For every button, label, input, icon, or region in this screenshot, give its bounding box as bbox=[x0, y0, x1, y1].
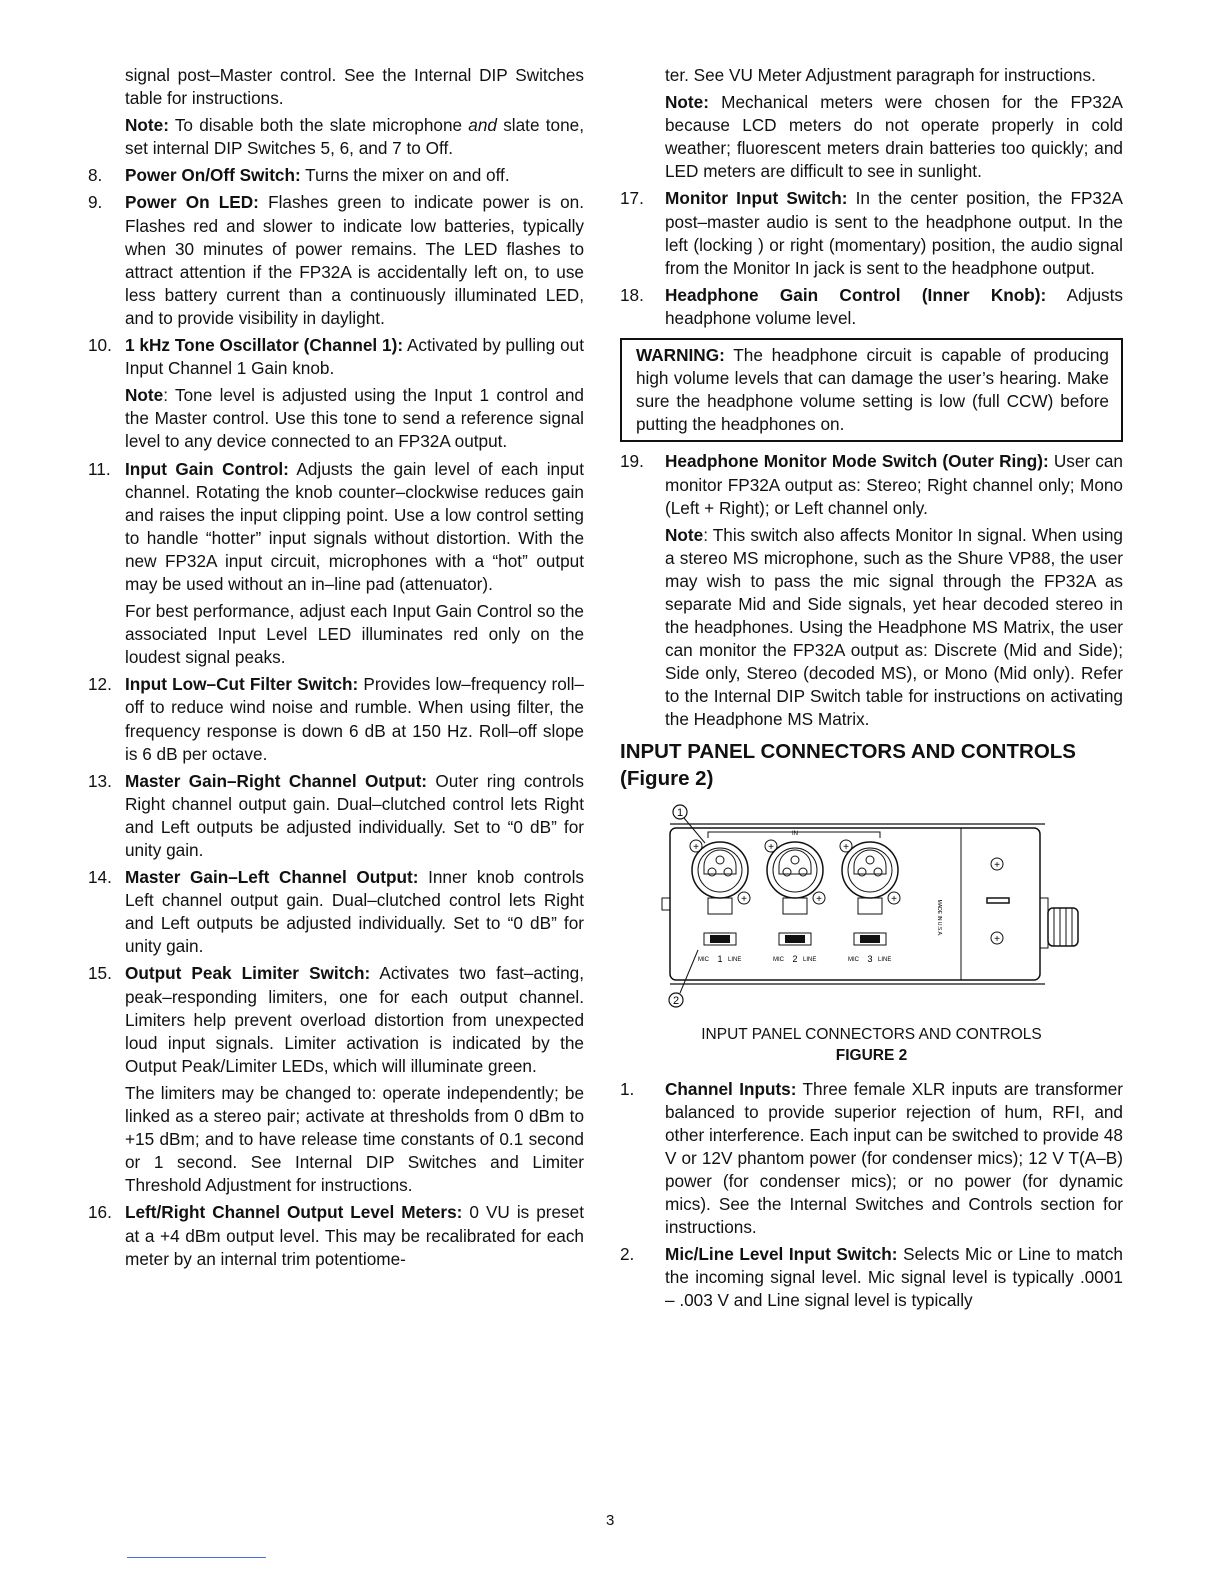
paragraph: The limiters may be changed to: operate independently; be linked as a stereo pair; activate at thresholds from 0 dBm to +15 dBm; and to have release time constants of 0.1 second or 1 second. See Internal DIP Switches and Limiter Threshold Adjustment for instructions. bbox=[125, 1082, 584, 1196]
list-item-18: 18. Headphone Gain Control (Inner Knob): Adjusts headphone volume level. bbox=[620, 284, 1123, 328]
list-item-17: 17. Monitor Input Switch: In the center position, the FP32A post–master audio is sent to the headphone output. In the left (locking ) or right (momentary) position, the audio signal from the Monitor In jack is sent to the headphone output. bbox=[620, 188, 1123, 278]
list-item-13: 13. Master Gain–Right Channel Output: Outer ring controls Right channel output gain. Dual–clutched control lets Right and Left outputs be adjusted individually. Set to “0 dB” for unity gain. bbox=[88, 770, 584, 860]
svg-text:+: + bbox=[816, 893, 822, 905]
list-item-15: 15. Output Peak Limiter Switch: Activates two fast–acting, peak–responding limiters, one for each output channel. Limiters help prevent overload distortion from unexpected loud input signals. Limiter activation is indicated by the Output Peak/Limiter LEDs, which will illuminate green. The limiters may be changed to: operate independently; be linked as a stereo pair; activate at thresholds from 0 dBm to +15 dBm; and to have release time constants of 0.1 second or 1 second. See Internal DIP Switches and Limiter Threshold Adjustment for instructions. bbox=[88, 962, 584, 1197]
list-item-1: 1. Channel Inputs: Three female XLR inputs are transformer balanced to provide superior rejection of hum, RFI, and other interference. Each input can be switched to provide 48 V or 12V phantom power (for condenser mics); 12 V T(A–B) power (for condenser mics); or no power (for dynamic mics). See the Internal Switches and Controls section for instructions. bbox=[620, 1078, 1123, 1238]
input-panel-figure bbox=[650, 798, 1110, 1008]
paragraph: For best performance, adjust each Input Gain Control so the associated Input Level LED illuminates red only on the loudest signal peaks. bbox=[125, 601, 584, 668]
svg-text:LINE: LINE bbox=[803, 956, 817, 963]
intro-text: signal post–Master control. See the Internal DIP Switches table for instructions. bbox=[125, 65, 584, 109]
note: Note: Tone level is adjusted using the Input 1 control and the Master control. Use this tone to send a reference signal level to any device connected to an FP32A output. bbox=[125, 385, 584, 452]
svg-text:MIC: MIC bbox=[698, 956, 709, 963]
xlr-input-3 bbox=[840, 840, 900, 914]
svg-text:1: 1 bbox=[717, 953, 723, 964]
svg-text:+: + bbox=[994, 859, 1000, 871]
intro-note: Note: To disable both the slate microphone and slate tone, set internal DIP Switches 5, 6, and 7 to Off. bbox=[125, 115, 584, 159]
svg-text:IN: IN bbox=[792, 830, 798, 837]
page-number: 3 bbox=[606, 1512, 615, 1529]
callout-2: 2 bbox=[672, 994, 680, 1007]
svg-text:MIC: MIC bbox=[773, 956, 784, 963]
section-title: INPUT PANEL CONNECTORS AND CONTROLS (Figure 2) bbox=[620, 739, 1076, 790]
list-item-14: 14. Master Gain–Left Channel Output: Inner knob controls Left channel output gain. Dual–clutched control lets Right and Left outputs be adjusted individually. Set to “0 dB” for unity gain. bbox=[88, 867, 584, 957]
list-item-11: 11. Input Gain Control: Adjusts the gain level of each input channel. Rotating the knob counter–clockwise reduces gain and raises the input clipping point. Use a low control setting to handle “hotter” input signals without distortion. With the new FP32A input circuit, microphones with a “hot” output may be used without an in–line pad (attenuator). For best performance, adjust each Input Gain Control so the associated Input Level LED illuminates red only on the loudest signal peaks. bbox=[88, 458, 584, 670]
svg-text:+: + bbox=[768, 841, 774, 853]
mic-line-switch-2 bbox=[773, 933, 816, 964]
svg-text:2: 2 bbox=[792, 953, 798, 964]
svg-text:+: + bbox=[843, 841, 849, 853]
list-item-9: 9. Power On LED: Flashes green to indicate power is on. Flashes red and slower to indicate low batteries, typically when 30 minutes of power remains. The LED flashes to attract attention if the FP32A is accidentally left on, to use less battery current than a continuously illuminated LED, and to provide visibility in daylight. bbox=[88, 192, 584, 328]
figure-caption: INPUT PANEL CONNECTORS AND CONTROLS FIGURE 2 bbox=[701, 1025, 1042, 1064]
continued-text: ter. See VU Meter Adjustment paragraph for instructions. bbox=[665, 65, 1096, 85]
svg-text:LINE: LINE bbox=[728, 956, 742, 963]
list-item-16: 16. Left/Right Channel Output Level Meters: 0 VU is preset at a +4 dBm output level. This may be recalibrated for each meter by an internal trim potentiome- bbox=[88, 1202, 585, 1269]
list-item-19: 19. Headphone Monitor Mode Switch (Outer Ring): User can monitor FP32A output as: Stereo; Right channel only; Mono (Left + Right); or Left channel only. Note: This switch also affects Monitor In signal. When using a stereo MS microphone, such as the Shure VP88, the user may wish to pass the mic signal through the FP32A as separate Mid and Side signals, yet hear decoded stereo in the headphones. Using the Headphone MS Matrix, the user can monitor the FP32A output as: Discrete (Mid and Side); Side only, Stereo (decoded MS), or Mono (Mid only). Refer to the Internal DIP Switch table for instructions on activating the Headphone MS Matrix. bbox=[620, 451, 1123, 730]
svg-text:MADE IN U.S.A.: MADE IN U.S.A. bbox=[936, 899, 942, 936]
footer-rule bbox=[127, 1557, 266, 1558]
callout-1: 1 bbox=[676, 806, 684, 819]
svg-text:+: + bbox=[693, 841, 699, 853]
svg-text:+: + bbox=[994, 933, 1000, 945]
mic-line-switch-3 bbox=[848, 933, 891, 964]
list-item-12: 12. Input Low–Cut Filter Switch: Provides low–frequency roll–off to reduce wind noise and rumble. When using filter, the frequency response is down 6 dB at 150 Hz. Roll–off slope is 6 dB per octave. bbox=[88, 674, 584, 764]
xlr-input-1 bbox=[690, 840, 750, 914]
svg-text:+: + bbox=[891, 893, 897, 905]
meter-note: Note: Mechanical meters were chosen for the FP32A because LCD meters do not operate properly in cold weather; fluorescent meters drain batteries too quickly; and LED meters are difficult to see in sunlight. bbox=[665, 92, 1123, 182]
mic-line-switch-1 bbox=[698, 933, 741, 964]
svg-text:+: + bbox=[741, 893, 747, 905]
right-column bbox=[620, 64, 1123, 1316]
warning-box: WARNING: The headphone circuit is capable of producing high volume levels that can damage the user’s hearing. Make sure the headphone volume setting is low (full CCW) before putting the headphones on. bbox=[620, 338, 1123, 442]
svg-text:3: 3 bbox=[867, 953, 873, 964]
left-column bbox=[88, 64, 584, 1275]
list-item-8: 8. Power On/Off Switch: Turns the mixer on and off. bbox=[88, 165, 510, 186]
xlr-input-2 bbox=[765, 840, 825, 914]
svg-text:LINE: LINE bbox=[878, 956, 892, 963]
svg-text:MIC: MIC bbox=[848, 956, 859, 963]
list-item-2: 2. Mic/Line Level Input Switch: Selects Mic or Line to match the incoming signal level. Mic signal level is typically .0001 – .003 V and Line signal level is typically bbox=[620, 1244, 1123, 1311]
list-item-10: 10. 1 kHz Tone Oscillator (Channel 1): Activated by pulling out Input Channel 1 Gain knob. Note: Tone level is adjusted using the Input 1 control and the Master control. Use this tone to send a reference signal level to any device connected to an FP32A output. bbox=[88, 334, 584, 453]
